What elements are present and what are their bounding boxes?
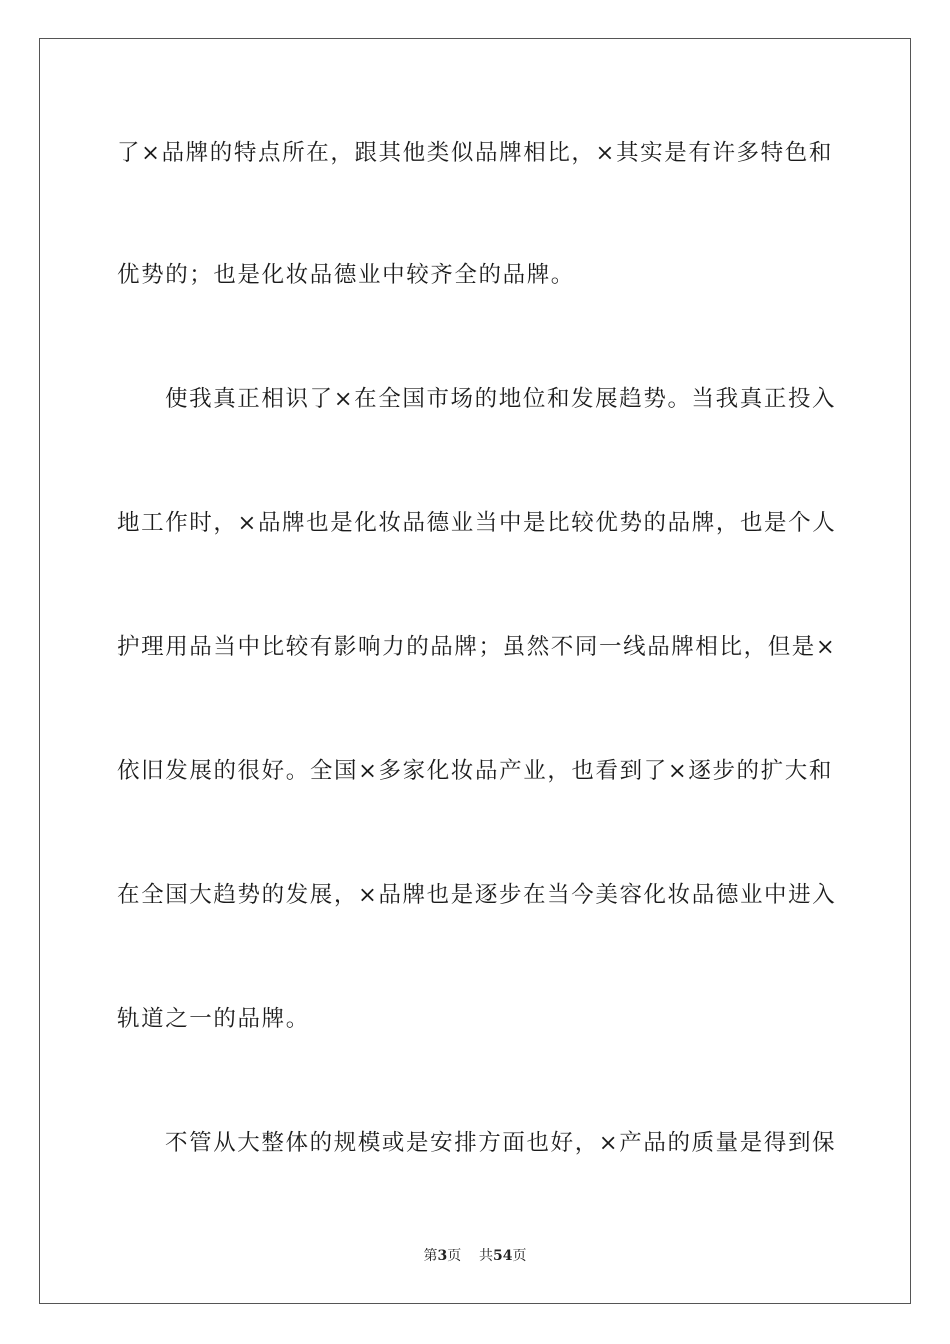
text-line: 优势的；也是化妆品德业中较齐全的品牌。	[117, 262, 575, 288]
text-line: 轨道之一的品牌。	[117, 1006, 310, 1032]
text-line: 在全国大趋势的发展，×品牌也是逐步在当今美容化妆品德业中进入	[117, 882, 837, 908]
page-suffix: 页	[447, 1248, 462, 1264]
text-line: 地工作时，×品牌也是化妆品德业当中是比较优势的品牌，也是个人	[117, 510, 837, 536]
page-prefix: 第	[423, 1248, 438, 1264]
total-suffix: 页	[512, 1248, 527, 1264]
paragraph-first-line: 使我真正相识了×在全国市场的地位和发展趋势。当我真正投入	[165, 386, 837, 412]
paragraph-first-line: 不管从大整体的规模或是安排方面也好，×产品的质量是得到保	[165, 1130, 837, 1156]
page-border	[39, 38, 911, 1304]
text-line: 护理用品当中比较有影响力的品牌；虽然不同一线品牌相比，但是×	[117, 634, 837, 660]
page-number: 3	[437, 1248, 448, 1264]
text-line: 了×品牌的特点所在，跟其他类似品牌相比，×其实是有许多特色和	[117, 140, 833, 166]
total-pages: 54	[493, 1248, 513, 1264]
page-footer	[0, 1246, 950, 1266]
text-line: 依旧发展的很好。全国×多家化妆品产业，也看到了×逐步的扩大和	[117, 758, 833, 784]
total-prefix: 共	[479, 1248, 494, 1264]
